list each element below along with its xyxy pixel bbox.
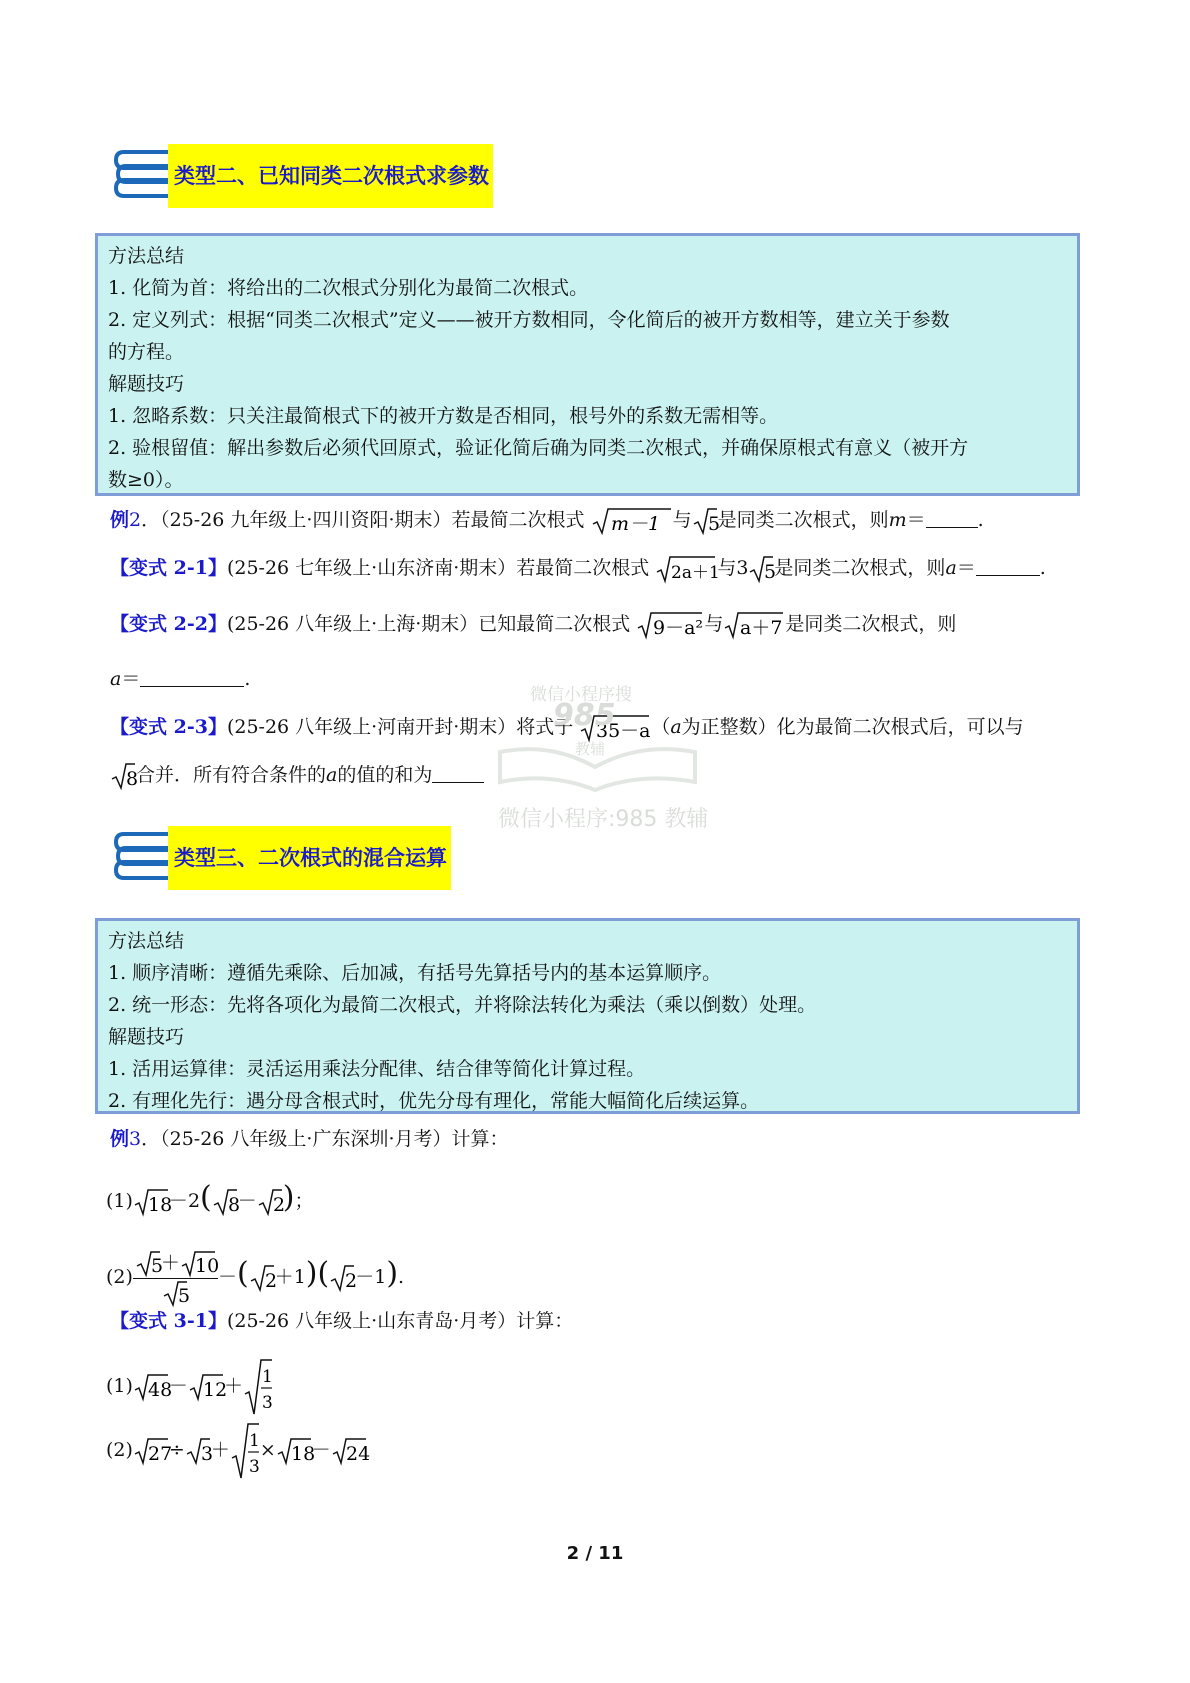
text-and: 与	[704, 613, 724, 635]
box-line: 2. 有理化先行：遇分母含根式时，优先分母有理化，常能大幅简化后续运算。	[108, 1090, 760, 1112]
part-label: (1)	[106, 1375, 133, 1397]
method-summary-box-type3	[95, 918, 1080, 1114]
box-line: 方法总结	[108, 930, 185, 952]
coefficient: 3	[736, 557, 749, 579]
example-label: 例	[110, 1128, 130, 1150]
operator: ＋	[274, 1266, 294, 1288]
svg-text:8: 8	[126, 768, 139, 790]
books-icon	[110, 830, 174, 886]
example-label: 例	[110, 509, 130, 531]
variable: a	[110, 668, 122, 690]
watermark-line2: 教辅	[575, 740, 606, 758]
variant-2-3-cont	[110, 760, 484, 791]
variant-3-1-part-1	[106, 1356, 273, 1416]
denominator	[133, 1279, 218, 1308]
variant-label: 【变式 2-2】	[110, 613, 227, 635]
svg-text:18: 18	[290, 1443, 315, 1465]
operator: ＋	[223, 1375, 243, 1397]
section-title: 类型三、二次根式的混合运算	[168, 826, 451, 890]
variant-text: 是同类二次根式，则	[785, 613, 957, 635]
box-line: 解题技巧	[108, 373, 185, 395]
operator: －	[168, 1375, 188, 1397]
svg-text:27: 27	[147, 1443, 173, 1465]
svg-text:3: 3	[261, 1393, 273, 1413]
radical-sign	[162, 1280, 191, 1308]
variant-source: (25-26 七年级上·山东济南·期末）若最简二次根式	[226, 557, 650, 579]
variant-text: 是同类二次根式，则	[774, 557, 946, 579]
variant-source: (25-26 八年级上·山东青岛·月考）计算：	[226, 1310, 574, 1332]
page-number: 2 / 11	[566, 1543, 624, 1564]
variant-label: 【变式 2-3】	[110, 716, 227, 738]
radical-sign	[329, 1263, 358, 1293]
radical-sign	[692, 506, 718, 536]
equals: ＝	[956, 557, 976, 579]
radical-sign	[655, 554, 721, 584]
svg-text:10: 10	[194, 1254, 220, 1277]
answer-blank[interactable]	[432, 760, 484, 783]
period: .	[977, 509, 984, 531]
watermark-line3: 微信小程序:985 教辅	[498, 807, 709, 832]
section-title: 类型二、已知同类二次根式求参数	[168, 144, 493, 208]
equals: ＝	[121, 668, 141, 690]
svg-text:1: 1	[261, 1367, 273, 1387]
example-3	[110, 1124, 509, 1154]
radical-sign	[212, 1187, 238, 1217]
svg-text:a＋7: a＋7	[740, 617, 783, 639]
radical-sign	[257, 1187, 283, 1217]
radical-sign	[249, 1263, 275, 1293]
radical-sign	[591, 506, 673, 536]
radical-sign	[331, 1436, 370, 1466]
svg-text:5: 5	[764, 561, 777, 583]
variant-3-1	[110, 1306, 573, 1336]
operator: －	[217, 1266, 237, 1288]
svg-text:48: 48	[147, 1379, 173, 1401]
part-label: (1)	[106, 1190, 133, 1212]
example-source: ．（25-26 九年级上·四川资阳·期末）若最简二次根式	[141, 509, 585, 531]
svg-text:24: 24	[345, 1443, 370, 1465]
svg-text:2: 2	[264, 1270, 277, 1292]
box-line: 2. 统一形态：先将各项化为最简二次根式，并将除法转化为乘法（乘以倒数）处理。	[108, 994, 817, 1016]
variant-text: 合并．所有符合条件的	[136, 764, 327, 786]
operator: －	[311, 1439, 331, 1461]
variant-2-2	[110, 609, 956, 640]
paren: (	[200, 1180, 212, 1215]
radical-sign	[180, 1250, 220, 1278]
variable: a	[670, 716, 682, 738]
example-text: 是同类二次根式，则	[717, 509, 889, 531]
box-line: 数≥0）。	[108, 469, 184, 491]
books-icon	[110, 148, 174, 204]
variant-2-2-answer	[110, 664, 250, 694]
operator: －	[355, 1266, 375, 1288]
radical-sign	[188, 1372, 228, 1402]
operator: －	[237, 1190, 257, 1212]
radical-sign	[748, 554, 777, 584]
svg-text:5: 5	[707, 513, 720, 535]
variant-2-1	[110, 553, 1046, 584]
answer-blank[interactable]	[976, 553, 1040, 576]
box-line: 1. 忽略系数：只关注最简根式下的被开方数是否相同，根号外的系数无需相等。	[108, 405, 779, 427]
fraction	[133, 1249, 218, 1308]
variant-source: (25-26 八年级上·河南开封·期末）将式子	[226, 716, 574, 738]
example-3-part-2	[106, 1244, 404, 1308]
period: .	[1039, 557, 1046, 579]
variable: a	[326, 764, 338, 786]
svg-text:5: 5	[178, 1284, 191, 1307]
example-number: 2	[129, 509, 142, 531]
operator: ＋	[160, 1251, 180, 1274]
example-source: ．（25-26 八年级上·广东深圳·月考）计算：	[141, 1128, 509, 1150]
variant-label: 【变式 2-1】	[110, 557, 227, 579]
operator: －	[168, 1190, 188, 1212]
watermark-logo: 985	[553, 698, 616, 733]
box-line: 解题技巧	[108, 1026, 185, 1048]
svg-text:9－a²: 9－a²	[653, 617, 704, 639]
box-line: 1. 化简为首：将给出的二次根式分别化为最简二次根式。	[108, 277, 589, 299]
svg-text:2: 2	[272, 1194, 285, 1216]
svg-text:12: 12	[202, 1379, 228, 1401]
svg-text:3: 3	[200, 1443, 213, 1465]
number: 2	[187, 1190, 201, 1212]
radical-sign	[276, 1436, 315, 1466]
text-and: 与	[717, 557, 737, 579]
period: .	[244, 668, 251, 690]
variant-3-1-part-2	[106, 1420, 370, 1480]
operator: ÷	[168, 1439, 185, 1461]
radical-sign	[110, 761, 139, 791]
radical-sign	[230, 1422, 260, 1480]
variant-label: 【变式 3-1】	[110, 1310, 227, 1332]
paren: )	[305, 1256, 318, 1291]
part-label: (2)	[106, 1266, 133, 1288]
number: 1	[293, 1266, 306, 1288]
radical-sign	[723, 610, 785, 640]
answer-blank[interactable]	[140, 664, 244, 687]
answer-blank[interactable]	[926, 505, 978, 528]
semicolon: ；	[294, 1190, 314, 1212]
box-line: 的方程。	[108, 341, 185, 363]
paren: )	[386, 1256, 399, 1291]
paren: (	[317, 1256, 330, 1291]
variant-text: 的值的和为	[337, 764, 433, 786]
svg-text:18: 18	[147, 1194, 173, 1216]
book-watermark-icon	[490, 742, 705, 792]
radical-sign	[135, 1250, 164, 1278]
paren: （	[651, 716, 671, 738]
watermark-line1: 微信小程序搜	[530, 685, 632, 705]
box-line: 1. 活用运算律：灵活运用乘法分配律、结合律等简化计算过程。	[108, 1058, 646, 1080]
svg-text:2: 2	[345, 1270, 358, 1292]
paren: (	[236, 1256, 249, 1291]
paren: )	[282, 1180, 295, 1215]
text-and: 与	[672, 509, 692, 531]
equals: ＝	[906, 509, 926, 531]
box-line: 2. 定义列式：根据“同类二次根式”定义——被开方数相同，令化简后的被开方数相等，建立关于参数	[108, 309, 950, 331]
svg-text:m－1: m－1	[610, 513, 660, 535]
box-line: 2. 验根留值：解出参数后必须代回原式，验证化简后确为同类二次根式，并确保原根式有意义（被开方	[108, 437, 969, 459]
number: 1	[374, 1266, 387, 1288]
radical-sign	[243, 1358, 273, 1416]
operator: ×	[259, 1439, 276, 1461]
radical-sign	[185, 1436, 211, 1466]
example-3-part-1	[106, 1180, 314, 1217]
variable: m	[888, 509, 907, 531]
radical-sign	[133, 1187, 173, 1217]
method-summary-box-type2	[95, 233, 1080, 496]
svg-text:3: 3	[248, 1457, 260, 1477]
operator: ＋	[210, 1439, 230, 1461]
example-2	[110, 505, 984, 536]
numerator	[133, 1249, 218, 1279]
radical-sign	[133, 1436, 173, 1466]
period: .	[398, 1266, 405, 1288]
svg-text:1: 1	[248, 1431, 260, 1451]
svg-text:35－a: 35－a	[596, 720, 651, 742]
variant-text: 为正整数）化为最简二次根式后，可以与	[681, 716, 1024, 738]
variant-source: (25-26 八年级上·上海·期末）已知最简二次根式	[226, 613, 631, 635]
radical-sign	[636, 610, 704, 640]
svg-text:2a＋1: 2a＋1	[671, 563, 721, 583]
svg-text:8: 8	[227, 1194, 240, 1216]
example-number: 3	[129, 1128, 142, 1150]
part-label: (2)	[106, 1439, 133, 1461]
variable: a	[945, 557, 957, 579]
box-line: 1. 顺序清晰：遵循先乘除、后加减，有括号先算括号内的基本运算顺序。	[108, 962, 722, 984]
box-line: 方法总结	[108, 245, 185, 267]
radical-sign	[133, 1372, 173, 1402]
svg-text:5: 5	[150, 1254, 164, 1277]
